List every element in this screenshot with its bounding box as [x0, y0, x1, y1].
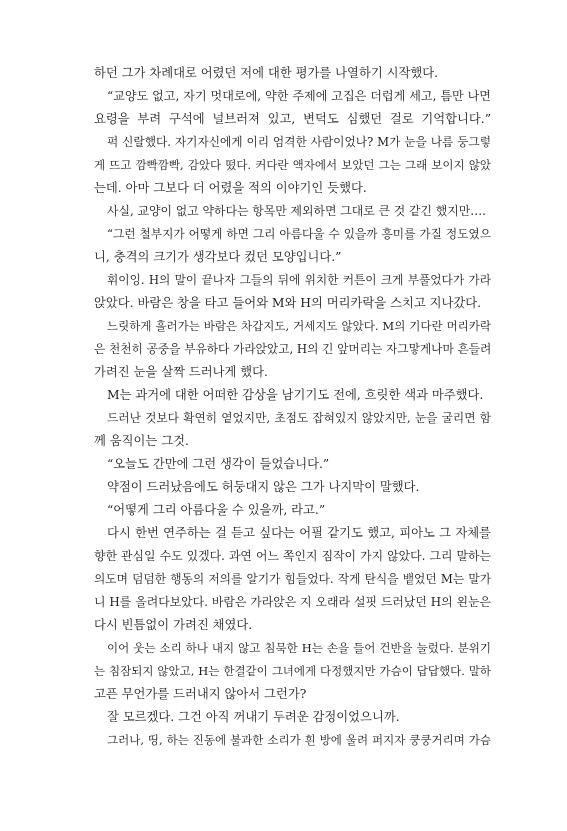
text-line: 이어 웃는 소리 하나 내지 않고 침묵한 H는 손을 들어 건반을 눌렀다. 분위기: [107, 641, 491, 655]
text-line: 다시 한번 연주하는 걸 듣고 싶다는 어필 같기도 했고, 피아노 그 자체를: [107, 526, 491, 540]
text-line: M는 과거에 대한 어떠한 감상을 남기기도 전에, 흐릿한 색과 마주했다.: [107, 388, 484, 402]
text-line: 다시 빈틈없이 가려진 채였다.: [94, 618, 253, 632]
text-line: 잘 모르겠다. 그건 아직 꺼내기 두려운 감정이었으니까.: [107, 710, 400, 724]
text-line: 게 뜨고 깜빡깜빡, 감았다 떴다. 커다란 액자에서 보았던 그는 그래 보이지 않았: [94, 158, 491, 172]
text-line: 는데. 아마 그보다 더 어렸을 적의 이야기인 듯했다.: [94, 181, 367, 195]
text-line: 퍽 신랄했다. 자기자신에게 이리 엄격한 사람이었나? M가 눈을 나름 둥그렇: [107, 135, 491, 149]
text-line: 휘이잉. H의 말이 끝나자 그들의 뒤에 위치한 커튼이 크게 부풀었다가 가라: [107, 273, 491, 287]
text-line: “어떻게 그리 아름다울 수 있을까, 라고.”: [107, 503, 326, 517]
text-line: “교양도 없고, 자기 멋대로에, 약한 주제에 고집은 더럽게 세고, 틈만 나면: [107, 89, 491, 103]
text-line: 은 천천히 공중을 부유하다 가라앉았고, H의 긴 앞머리는 자그맣게나마 흔들려: [94, 342, 491, 356]
text-line: 앉았다. 바람은 창을 타고 들어와 M와 H의 머리카락을 스치고 지나갔다.: [94, 296, 482, 310]
text-line: “오늘도 간만에 그런 생각이 들었습니다.”: [107, 457, 330, 471]
text-line: 그러나, 띵, 하는 진동에 불과한 소리가 흰 방에 울려 퍼지자 쿵쿵거리며 가슴: [107, 733, 491, 747]
text-line: 향한 관심일 수도 있겠다. 과연 어느 쪽인지 짐작이 가지 않았다. 그리 말하는: [94, 549, 491, 563]
text-line: 는 침잠되지 않았고, H는 한결같이 그녀에게 다정했지만 가슴이 답답했다. 말하: [94, 664, 491, 678]
text-line: 사실, 교양이 없고 약하다는 항목만 제외하면 그대로 큰 것 같긴 했지만….: [107, 204, 486, 218]
text-line: 가려진 눈을 살짝 드러나게 했다.: [94, 365, 268, 379]
text-line: “그런 철부지가 어떻게 하면 그리 아름다울 수 있을까 흥미를 가질 정도였으: [107, 227, 491, 241]
text-line: 요령을 부려 구석에 널브러져 있고, 변덕도 심했던 걸로 기억합니다.”: [94, 112, 491, 126]
text-line: 하던 그가 차례대로 어렸던 저에 대한 평가를 나열하기 시작했다.: [94, 66, 439, 80]
text-line: 께 움직이는 그것.: [94, 434, 189, 448]
text-line: 의도며 덤덤한 행동의 저의를 알기가 힘들었다. 작게 탄식을 뱉었던 M는 말가: [94, 572, 491, 586]
text-line: 드러난 것보다 확연히 옅었지만, 초점도 잡혀있지 않았지만, 눈을 굴리면 함: [107, 411, 491, 425]
text-line: 니 H를 올려다보았다. 바람은 가라앉은 지 오래라 설핏 드러났던 H의 왼눈은: [94, 595, 491, 609]
text-line: 느릿하게 흘러가는 바람은 차갑지도, 거세지도 않았다. M의 기다란 머리카락: [107, 319, 491, 333]
text-line: 니, 충격의 크기가 생각보다 컸던 모양입니다.”: [94, 250, 342, 264]
text-line: 약점이 드러났음에도 허둥대지 않은 그가 나지막이 말했다.: [107, 480, 420, 494]
text-line: 고픈 무언가를 드러내지 않아서 그런가?: [94, 687, 307, 701]
